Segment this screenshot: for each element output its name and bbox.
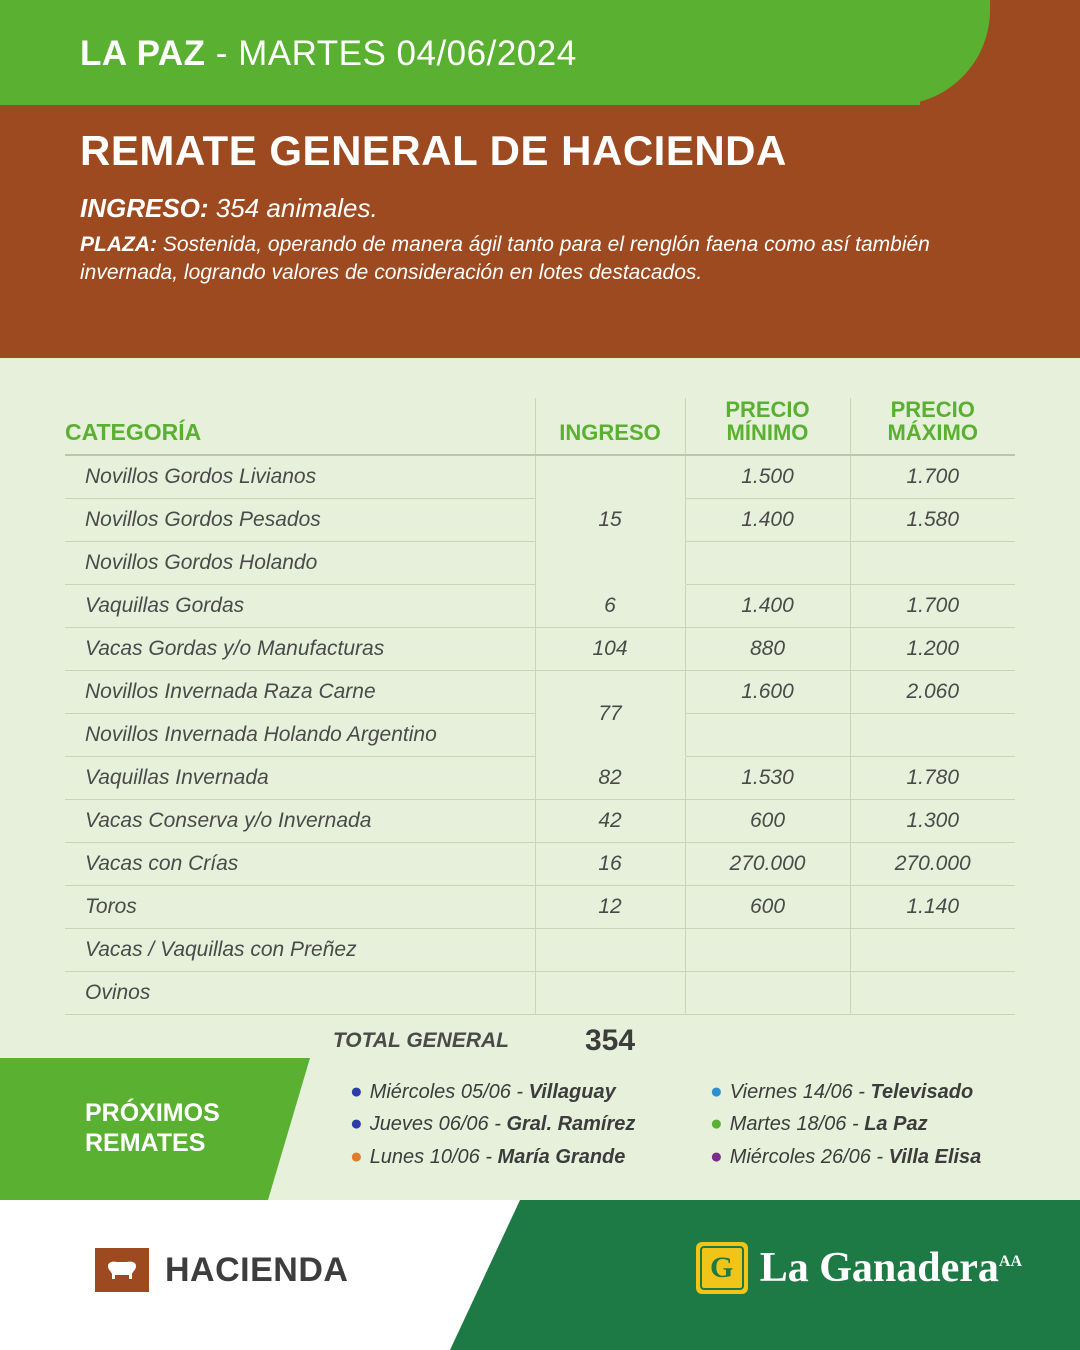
bullet-icon: ● xyxy=(350,1080,363,1103)
table-row xyxy=(65,628,1015,671)
upcoming-label xyxy=(85,1098,220,1158)
cell-categoria: Novillos Gordos Pesados xyxy=(65,499,535,542)
list-item xyxy=(350,1108,700,1140)
upcoming-date: Miércoles 26/06 - xyxy=(729,1145,889,1168)
col-header-precio-maximo xyxy=(850,398,1015,455)
bullet-icon: ● xyxy=(350,1112,363,1136)
header-bar xyxy=(0,0,1080,105)
table-row xyxy=(65,800,1015,843)
ingreso-label: INGRESO: xyxy=(80,193,209,223)
price-table xyxy=(65,398,1015,1068)
brand-logo xyxy=(696,1242,1022,1294)
cell-max: 1.300 xyxy=(850,800,1015,843)
cell-max: 270.000 xyxy=(850,843,1015,886)
cell-min: 880 xyxy=(685,628,850,671)
cell-min xyxy=(685,972,850,1015)
upcoming-list-panel xyxy=(310,1058,1080,1200)
cell-max: 1.700 xyxy=(850,455,1015,499)
upcoming-date: Viernes 14/06 - xyxy=(729,1081,871,1103)
precio-max-line2: MÁXIMO xyxy=(887,420,978,446)
cell-max xyxy=(850,714,1015,757)
col-header-ingreso: INGRESO xyxy=(535,398,685,455)
cell-ingreso: 12 xyxy=(535,886,685,929)
cell-ingreso: 16 xyxy=(535,843,685,886)
upcoming-place: Villaguay xyxy=(528,1081,616,1103)
cell-ingreso: 82 xyxy=(535,757,685,800)
upcoming-label-line1: PRÓXIMOS xyxy=(85,1099,220,1127)
price-table-area xyxy=(0,358,1080,1058)
ingreso-line xyxy=(80,193,378,224)
logo-superscript: AA xyxy=(998,1253,1022,1270)
cell-ingreso: 6 xyxy=(535,585,685,628)
list-item xyxy=(710,1076,1060,1108)
table-row xyxy=(65,972,1015,1015)
cell-categoria: Novillos Gordos Holando xyxy=(65,542,535,585)
upcoming-place: Villa Elisa xyxy=(888,1145,982,1168)
upcoming-place: Televisado xyxy=(870,1081,974,1103)
precio-min-line2: MÍNIMO xyxy=(726,420,809,446)
table-row xyxy=(65,886,1015,929)
plaza-line xyxy=(80,231,940,288)
bullet-icon: ● xyxy=(710,1144,723,1168)
cell-max xyxy=(850,929,1015,972)
col-header-precio-minimo xyxy=(685,398,850,455)
cell-min: 270.000 xyxy=(685,843,850,886)
upcoming-columns xyxy=(350,1076,1070,1173)
header-location: LA PAZ xyxy=(80,34,206,73)
upcoming-auctions-section xyxy=(0,1058,1080,1200)
cell-max: 1.580 xyxy=(850,499,1015,542)
ingreso-value: 354 animales. xyxy=(208,193,378,223)
cell-max xyxy=(850,972,1015,1015)
bullet-icon: ● xyxy=(710,1080,723,1103)
cell-categoria: Novillos Invernada Holando Argentino xyxy=(65,714,535,757)
cell-categoria: Vaquillas Gordas xyxy=(65,585,535,628)
list-item xyxy=(350,1141,700,1173)
cell-ingreso xyxy=(535,929,685,972)
cell-max: 1.140 xyxy=(850,886,1015,929)
table-row xyxy=(65,843,1015,886)
upcoming-date: Martes 18/06 - xyxy=(729,1113,865,1136)
logo-mark-icon xyxy=(696,1242,748,1294)
cell-ingreso: 77 xyxy=(535,671,685,757)
table-row xyxy=(65,929,1015,972)
table-row xyxy=(65,757,1015,800)
cell-min: 1.500 xyxy=(685,455,850,499)
hacienda-badge xyxy=(95,1248,348,1292)
bullet-icon: ● xyxy=(350,1144,363,1168)
table-row xyxy=(65,455,1015,499)
col-header-categoria: CATEGORÍA xyxy=(65,398,535,455)
cell-max xyxy=(850,542,1015,585)
cell-categoria: Vacas Conserva y/o Invernada xyxy=(65,800,535,843)
upcoming-place: Gral. Ramírez xyxy=(506,1113,636,1136)
precio-max-line1: PRECIO xyxy=(890,397,975,422)
cell-categoria: Novillos Invernada Raza Carne xyxy=(65,671,535,714)
cell-categoria: Vacas con Crías xyxy=(65,843,535,886)
plaza-label: PLAZA: xyxy=(80,233,157,256)
cell-ingreso: 42 xyxy=(535,800,685,843)
cell-categoria: Vacas Gordas y/o Manufacturas xyxy=(65,628,535,671)
page-title xyxy=(80,34,577,74)
total-value: 354 xyxy=(535,1015,685,1068)
table-header-row xyxy=(65,398,1015,455)
upcoming-date: Lunes 10/06 - xyxy=(369,1145,498,1168)
precio-min-line1: PRECIO xyxy=(725,397,810,422)
bullet-icon: ● xyxy=(710,1112,723,1136)
cell-ingreso: 104 xyxy=(535,628,685,671)
cell-categoria: Vacas / Vaquillas con Preñez xyxy=(65,929,535,972)
list-item xyxy=(710,1141,1060,1173)
remate-title: REMATE GENERAL DE HACIENDA xyxy=(80,127,787,174)
table-row xyxy=(65,585,1015,628)
cell-min xyxy=(685,542,850,585)
list-item xyxy=(350,1076,700,1108)
cell-categoria: Toros xyxy=(65,886,535,929)
hacienda-label: HACIENDA xyxy=(165,1250,349,1289)
cell-max: 1.780 xyxy=(850,757,1015,800)
cell-min: 1.400 xyxy=(685,585,850,628)
upcoming-date: Miércoles 05/06 - xyxy=(369,1081,529,1103)
logo-wordmark: La Ganadera xyxy=(759,1245,999,1291)
cell-min: 1.530 xyxy=(685,757,850,800)
plaza-text: Sostenida, operando de manera ágil tanto para el renglón faena como así también invernada, logrando valores de consideración en lotes destacados. xyxy=(80,233,930,285)
cell-min: 600 xyxy=(685,886,850,929)
upcoming-place: María Grande xyxy=(497,1145,626,1168)
cell-ingreso: 15 xyxy=(535,455,685,585)
cell-min: 1.400 xyxy=(685,499,850,542)
table-row xyxy=(65,671,1015,714)
total-label: TOTAL GENERAL xyxy=(65,1015,535,1068)
cell-min: 1.600 xyxy=(685,671,850,714)
upcoming-column-right xyxy=(710,1076,1060,1173)
cell-max: 1.200 xyxy=(850,628,1015,671)
cell-categoria: Novillos Gordos Livianos xyxy=(65,455,535,499)
header-date: - MARTES 04/06/2024 xyxy=(205,34,577,73)
cell-categoria: Vaquillas Invernada xyxy=(65,757,535,800)
footer xyxy=(0,1200,1080,1350)
cell-max: 1.700 xyxy=(850,585,1015,628)
cell-min xyxy=(685,929,850,972)
upcoming-label-line2: REMATES xyxy=(85,1129,206,1157)
cell-min: 600 xyxy=(685,800,850,843)
summary-block xyxy=(0,105,1080,358)
list-item xyxy=(710,1108,1060,1140)
logo-letter: G xyxy=(710,1251,734,1284)
cell-max: 2.060 xyxy=(850,671,1015,714)
cell-ingreso xyxy=(535,972,685,1015)
cell-min xyxy=(685,714,850,757)
upcoming-place: La Paz xyxy=(864,1113,928,1136)
cow-icon xyxy=(95,1248,149,1292)
cell-categoria: Ovinos xyxy=(65,972,535,1015)
upcoming-date: Jueves 06/06 - xyxy=(369,1113,507,1136)
upcoming-column-left xyxy=(350,1076,700,1173)
logo-text xyxy=(760,1244,1022,1292)
